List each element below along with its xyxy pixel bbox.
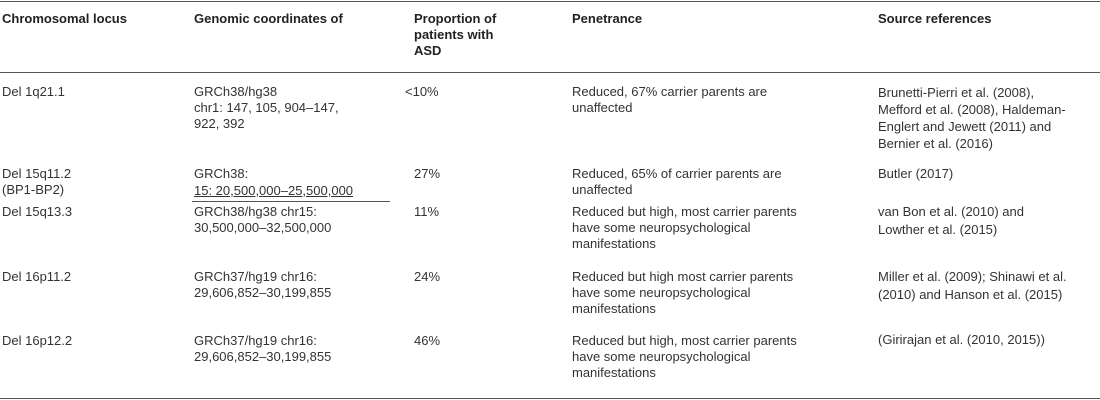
row3-locus: Del 15q13.3 xyxy=(2,204,73,219)
header-genomic-coordinates: Genomic coordinates of xyxy=(194,11,343,26)
row5-penetrance: Reduced but high, most carrier parents have some neuropsychological manifestations xyxy=(572,333,797,380)
row4-penetrance: Reduced but high most carrier parents have some neuropsychological manifestations xyxy=(572,269,794,316)
header-penetrance: Penetrance xyxy=(572,11,643,26)
header-bottom-rule xyxy=(0,72,1100,73)
row2-penetrance: Reduced, 65% of carrier parents are unaffected xyxy=(572,166,782,197)
row2-coords-line1: GRCh38: xyxy=(194,166,249,181)
row1-proportion: <10% xyxy=(405,84,439,99)
row3-sources: van Bon et al. (2010) and Lowther et al. (2015) xyxy=(878,204,1024,237)
row1-penetrance: Reduced, 67% carrier parents are unaffected xyxy=(572,84,768,115)
row4-sources: Miller et al. (2009); Shinawi et al. (2010) and Hanson et al. (2015) xyxy=(878,269,1067,302)
coords-column-rule xyxy=(192,201,390,202)
row1-coords: GRCh38/hg38 chr1: 147, 105, 904–147, 922, 392 xyxy=(194,84,339,131)
row5-coords: GRCh37/hg19 chr16: 29,606,852–30,199,855 xyxy=(194,333,332,364)
header-proportion-asd: Proportion of patients with ASD xyxy=(414,11,497,58)
row3-proportion: 11% xyxy=(414,204,440,219)
row3-penetrance: Reduced but high, most carrier parents have some neuropsychological manifestations xyxy=(572,204,797,251)
row2-sources: Butler (2017) xyxy=(878,166,954,181)
row1-sources: Brunetti-Pierri et al. (2008), Mefford et al. (2008), Haldeman- Englert and Jewett (2011) and Bernier et al. (2016) xyxy=(878,85,1066,151)
row2-coords-line2: 15: 20,500,000–25,500,000 xyxy=(194,183,354,198)
row5-proportion: 46% xyxy=(414,333,441,348)
table-top-rule xyxy=(0,1,1100,2)
table-bottom-rule xyxy=(0,398,1100,399)
row2-proportion: 27% xyxy=(414,166,441,181)
row2-locus: Del 15q11.2 (BP1-BP2) xyxy=(2,166,72,197)
header-chromosomal-locus: Chromosomal locus xyxy=(2,11,127,26)
row4-coords: GRCh37/hg19 chr16: 29,606,852–30,199,855 xyxy=(194,269,332,300)
header-source-references: Source references xyxy=(878,11,992,26)
row4-proportion: 24% xyxy=(414,269,441,284)
row1-locus: Del 1q21.1 xyxy=(2,84,65,99)
row3-coords: GRCh38/hg38 chr15: 30,500,000–32,500,000 xyxy=(194,204,332,235)
row5-locus: Del 16p12.2 xyxy=(2,333,73,348)
row4-locus: Del 16p11.2 xyxy=(2,269,72,284)
row5-sources: (Girirajan et al. (2010, 2015)) xyxy=(878,332,1045,347)
